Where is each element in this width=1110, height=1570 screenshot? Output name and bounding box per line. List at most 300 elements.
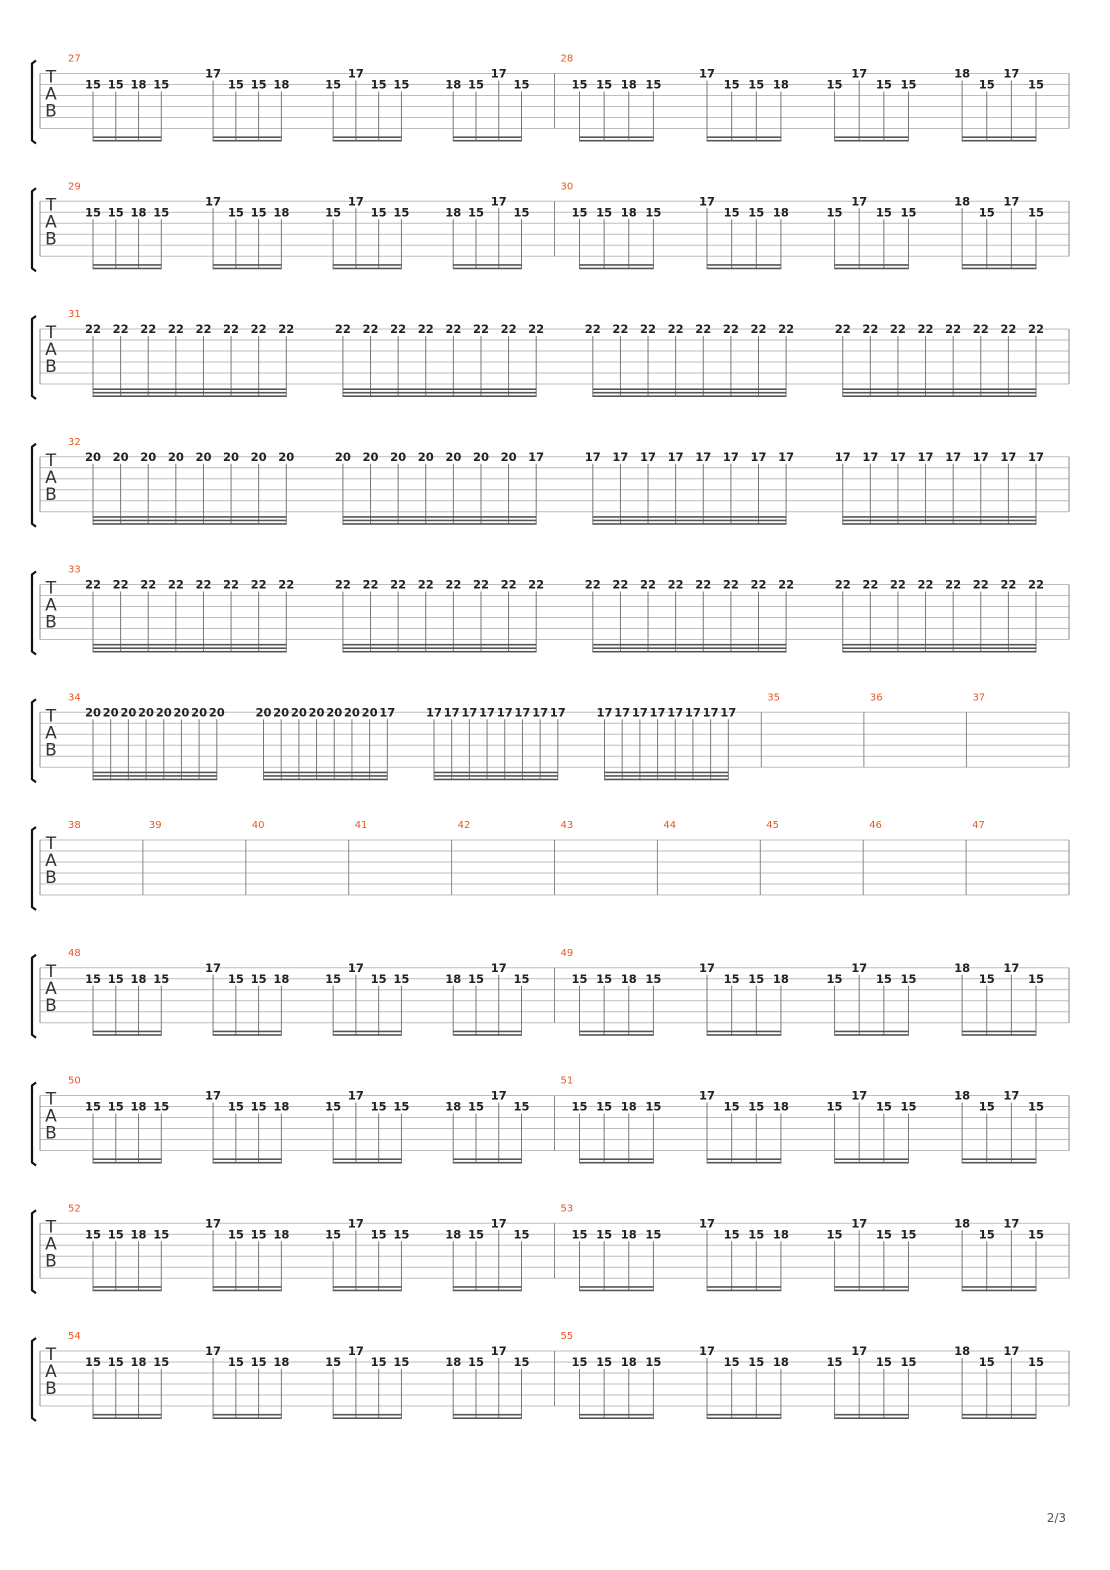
fret-number: 15 xyxy=(393,1355,410,1369)
fret-number: 22 xyxy=(500,322,517,336)
fret-number: 15 xyxy=(227,971,244,986)
tab-system xyxy=(32,309,1069,399)
fret-number: 17 xyxy=(514,705,531,720)
fret-number: 15 xyxy=(513,77,530,92)
beam xyxy=(453,1290,521,1292)
beam xyxy=(843,523,1036,525)
beam xyxy=(93,647,286,649)
fret-number: 22 xyxy=(167,577,184,592)
fret-number: 17 xyxy=(699,960,716,975)
fret-number: 22 xyxy=(917,577,934,592)
beam xyxy=(333,1031,401,1033)
fret-number: 15 xyxy=(645,1355,662,1369)
fret-number: 22 xyxy=(972,577,989,592)
measure-number: 27 xyxy=(68,53,81,65)
fret-number: 17 xyxy=(889,449,906,464)
measure-number: 30 xyxy=(560,181,574,193)
beam xyxy=(264,772,388,774)
beam xyxy=(93,264,161,266)
beam xyxy=(93,140,161,142)
beam xyxy=(580,268,654,270)
fret-number: 18 xyxy=(620,1099,637,1114)
fret-number: 15 xyxy=(875,1355,892,1369)
beam xyxy=(343,520,536,522)
fret-number: 15 xyxy=(978,1227,995,1242)
beam xyxy=(343,516,536,518)
beam xyxy=(213,1417,281,1419)
fret-number: 15 xyxy=(723,971,740,986)
fret-number: 22 xyxy=(722,577,739,592)
fret-number: 18 xyxy=(445,205,462,220)
beam xyxy=(707,1162,781,1164)
fret-number: 20 xyxy=(290,705,307,720)
fret-number: 15 xyxy=(826,971,843,986)
fret-number: 20 xyxy=(223,449,240,464)
fret-number: 22 xyxy=(778,322,795,336)
fret-number: 15 xyxy=(107,1355,124,1369)
beam xyxy=(707,264,781,266)
fret-number: 20 xyxy=(417,449,434,464)
fret-number: 22 xyxy=(250,577,267,592)
fret-number: 20 xyxy=(173,705,190,720)
tab-system xyxy=(32,948,1069,1038)
tab-system xyxy=(32,54,1069,144)
fret-number: 17 xyxy=(205,1216,222,1231)
tab-clef-letter: B xyxy=(45,484,57,505)
beam xyxy=(93,388,286,390)
tab-clef-letter: A xyxy=(45,978,57,999)
fret-number: 18 xyxy=(445,1099,462,1114)
fret-number: 22 xyxy=(750,577,767,592)
tab-clef-letter: B xyxy=(45,1251,57,1272)
fret-number: 15 xyxy=(153,1099,170,1114)
measure-number: 35 xyxy=(767,692,781,704)
beam xyxy=(453,1162,521,1164)
fret-number: 15 xyxy=(84,1099,102,1114)
fret-number: 17 xyxy=(490,66,507,81)
fret-number: 17 xyxy=(1003,1344,1020,1358)
fret-number: 15 xyxy=(900,1227,917,1242)
measure-number: 42 xyxy=(457,820,471,831)
beam xyxy=(962,268,1036,270)
fret-number: 20 xyxy=(191,705,208,720)
fret-number: 15 xyxy=(596,1227,613,1242)
fret-number: 15 xyxy=(467,205,484,220)
fret-number: 15 xyxy=(467,971,484,986)
fret-number: 15 xyxy=(370,1099,387,1114)
fret-number: 15 xyxy=(978,1355,995,1369)
beam xyxy=(843,644,1036,646)
fret-number: 18 xyxy=(130,1355,147,1369)
measure-number: 43 xyxy=(560,820,574,831)
fret-number: 15 xyxy=(875,1099,892,1114)
tab-clef-letter: B xyxy=(45,229,57,250)
beam xyxy=(213,268,281,270)
fret-number: 18 xyxy=(772,1227,789,1242)
beam xyxy=(93,136,161,138)
fret-number: 22 xyxy=(945,322,962,336)
fret-number: 18 xyxy=(954,1088,971,1103)
tab-clef-letter: A xyxy=(45,1106,57,1127)
fret-number: 18 xyxy=(273,1227,290,1242)
system-bracket xyxy=(32,955,36,1038)
fret-number: 15 xyxy=(325,1227,342,1242)
beam xyxy=(333,136,401,138)
fret-number: 15 xyxy=(84,971,102,986)
beam xyxy=(453,264,521,266)
fret-number: 15 xyxy=(596,205,613,220)
beam xyxy=(264,779,388,781)
fret-number: 17 xyxy=(1003,1088,1020,1103)
tab-clef-letter: T xyxy=(45,450,57,471)
beam xyxy=(707,136,781,138)
fret-number: 15 xyxy=(571,205,588,220)
fret-number: 20 xyxy=(138,705,155,720)
beam xyxy=(843,520,1036,522)
fret-number: 20 xyxy=(343,705,360,720)
fret-number: 20 xyxy=(102,705,119,720)
beam xyxy=(580,1031,654,1033)
fret-number: 18 xyxy=(954,66,971,81)
fret-number: 17 xyxy=(851,66,868,81)
fret-number: 18 xyxy=(954,1344,971,1358)
fret-number: 15 xyxy=(826,205,843,220)
beam xyxy=(835,1290,909,1292)
system-bracket xyxy=(32,699,36,782)
fret-number: 15 xyxy=(645,971,662,986)
tab-clef-letter: B xyxy=(45,357,57,377)
beam xyxy=(835,1034,909,1036)
fret-number: 20 xyxy=(278,449,295,464)
beam xyxy=(835,1158,909,1160)
fret-number: 15 xyxy=(325,1099,342,1114)
beam xyxy=(453,1286,521,1288)
beam xyxy=(453,140,521,142)
fret-number: 15 xyxy=(571,1099,588,1114)
tab-system xyxy=(32,1076,1069,1166)
fret-number: 15 xyxy=(900,1355,917,1369)
fret-number: 15 xyxy=(875,205,892,220)
fret-number: 17 xyxy=(205,194,222,209)
fret-number: 15 xyxy=(645,205,662,220)
beam xyxy=(580,1286,654,1288)
fret-number: 15 xyxy=(370,971,387,986)
beam xyxy=(93,772,217,774)
measure-number: 34 xyxy=(68,692,81,704)
beam xyxy=(453,1031,521,1033)
fret-number: 17 xyxy=(1003,1216,1020,1231)
beam xyxy=(580,1158,654,1160)
fret-number: 17 xyxy=(699,1088,716,1103)
fret-number: 20 xyxy=(390,449,407,464)
fret-number: 22 xyxy=(834,322,851,336)
fret-number: 17 xyxy=(490,194,507,209)
fret-number: 22 xyxy=(722,322,739,336)
fret-number: 15 xyxy=(513,971,530,986)
beam xyxy=(707,268,781,270)
beam xyxy=(93,523,286,525)
fret-number: 17 xyxy=(720,705,737,720)
fret-number: 17 xyxy=(347,1216,364,1231)
fret-number: 15 xyxy=(748,971,765,986)
tab-clef-letter: A xyxy=(45,1234,57,1255)
fret-number: 17 xyxy=(917,449,934,464)
fret-number: 15 xyxy=(250,1355,267,1369)
fret-number: 22 xyxy=(334,577,351,592)
fret-number: 18 xyxy=(273,1099,290,1114)
fret-number: 15 xyxy=(107,971,124,986)
fret-number: 15 xyxy=(467,77,484,92)
fret-number: 15 xyxy=(393,971,410,986)
beam xyxy=(213,140,281,142)
beam xyxy=(213,1034,281,1036)
fret-number: 20 xyxy=(208,705,225,720)
fret-number: 22 xyxy=(528,577,545,592)
fret-number: 15 xyxy=(826,1355,843,1369)
measure-number: 38 xyxy=(68,820,81,831)
fret-number: 22 xyxy=(862,322,879,336)
fret-number: 22 xyxy=(140,322,157,336)
fret-number: 22 xyxy=(695,577,712,592)
fret-number: 17 xyxy=(490,1216,507,1231)
beam xyxy=(835,140,909,142)
measure-number: 44 xyxy=(663,820,677,831)
system-bracket xyxy=(32,572,36,655)
beam xyxy=(213,1158,281,1160)
beam xyxy=(333,1034,401,1036)
fret-number: 17 xyxy=(778,449,795,464)
fret-number: 15 xyxy=(153,971,170,986)
fret-number: 15 xyxy=(393,77,410,92)
beam xyxy=(453,268,521,270)
beam xyxy=(593,395,786,397)
fret-number: 22 xyxy=(750,322,767,336)
beam xyxy=(213,264,281,266)
fret-number: 20 xyxy=(273,705,290,720)
beam xyxy=(962,1034,1036,1036)
measure-number: 54 xyxy=(68,1331,81,1342)
fret-number: 20 xyxy=(334,449,351,464)
fret-number: 17 xyxy=(490,1344,507,1358)
fret-number: 22 xyxy=(778,577,795,592)
tab-clef-letter: T xyxy=(45,706,57,727)
fret-number: 18 xyxy=(130,205,147,220)
measure-number: 55 xyxy=(560,1331,574,1342)
fret-number: 22 xyxy=(167,322,184,336)
fret-number: 15 xyxy=(748,1099,765,1114)
measure-number: 49 xyxy=(560,947,574,959)
beam xyxy=(843,647,1036,649)
tab-clef-letter: A xyxy=(45,467,57,488)
beam xyxy=(93,1290,161,1292)
fret-number: 22 xyxy=(584,322,601,336)
fret-number: 17 xyxy=(750,449,767,464)
fret-number: 17 xyxy=(205,1344,222,1358)
tab-clef-letter: B xyxy=(45,868,57,888)
beam xyxy=(843,651,1036,653)
fret-number: 15 xyxy=(596,971,613,986)
beam xyxy=(593,388,786,390)
fret-number: 22 xyxy=(1027,577,1045,592)
fret-number: 17 xyxy=(205,1088,222,1103)
fret-number: 22 xyxy=(472,577,489,592)
beam xyxy=(593,644,786,646)
measure-number: 29 xyxy=(68,181,81,193)
beam xyxy=(93,1031,161,1033)
beam xyxy=(580,1034,654,1036)
fret-number: 15 xyxy=(723,77,740,92)
beam xyxy=(93,1158,161,1160)
fret-number: 15 xyxy=(596,1099,613,1114)
fret-number: 15 xyxy=(467,1227,484,1242)
beam xyxy=(333,1417,401,1419)
fret-number: 17 xyxy=(699,66,716,81)
measure-number: 47 xyxy=(972,820,985,831)
fret-number: 18 xyxy=(620,1355,637,1369)
fret-number: 18 xyxy=(772,1099,789,1114)
fret-number: 18 xyxy=(620,205,637,220)
fret-number: 22 xyxy=(112,322,129,336)
fret-number: 15 xyxy=(227,77,244,92)
fret-number: 15 xyxy=(723,205,740,220)
fret-number: 18 xyxy=(445,1355,462,1369)
fret-number: 22 xyxy=(612,322,629,336)
beam xyxy=(264,775,388,777)
system-bracket xyxy=(32,1083,36,1166)
fret-number: 17 xyxy=(851,1216,868,1231)
fret-number: 20 xyxy=(84,449,102,464)
fret-number: 15 xyxy=(513,1355,530,1369)
system-bracket xyxy=(32,827,36,910)
beam xyxy=(453,1417,521,1419)
fret-number: 20 xyxy=(140,449,157,464)
fret-number: 18 xyxy=(273,971,290,986)
fret-number: 18 xyxy=(772,1355,789,1369)
beam xyxy=(707,1031,781,1033)
beam xyxy=(843,392,1036,394)
beam xyxy=(962,1414,1036,1416)
beam xyxy=(605,779,729,781)
fret-number: 15 xyxy=(250,1099,267,1114)
system-bracket xyxy=(32,1210,36,1293)
measure-number: 32 xyxy=(68,436,81,448)
fret-number: 17 xyxy=(379,705,396,720)
beam xyxy=(835,1414,909,1416)
beam xyxy=(93,392,286,394)
page-number: 2/3 xyxy=(1046,1511,1066,1525)
fret-number: 22 xyxy=(640,322,657,336)
fret-number: 15 xyxy=(748,1227,765,1242)
tab-clef-letter: T xyxy=(45,1217,57,1238)
beam xyxy=(343,647,536,649)
fret-number: 18 xyxy=(772,971,789,986)
fret-number: 15 xyxy=(513,1099,530,1114)
fret-number: 22 xyxy=(417,322,434,336)
measure-number: 46 xyxy=(869,820,882,831)
beam xyxy=(343,392,536,394)
fret-number: 22 xyxy=(528,322,545,336)
fret-number: 17 xyxy=(1003,960,1020,975)
tab-clef-letter: A xyxy=(45,212,57,233)
fret-number: 20 xyxy=(155,705,172,720)
beam xyxy=(605,772,729,774)
tab-clef-letter: B xyxy=(45,101,57,122)
fret-number: 15 xyxy=(826,1099,843,1114)
fret-number: 22 xyxy=(334,322,351,336)
fret-number: 15 xyxy=(748,205,765,220)
fret-number: 17 xyxy=(479,705,496,720)
fret-number: 15 xyxy=(571,971,588,986)
beam xyxy=(593,647,786,649)
fret-number: 15 xyxy=(1027,77,1045,92)
measure-number: 28 xyxy=(560,53,574,65)
tab-clef-letter: T xyxy=(45,961,57,982)
tab-clef-letter: A xyxy=(45,723,57,744)
fret-number: 15 xyxy=(227,1099,244,1114)
beam xyxy=(333,1162,401,1164)
fret-number: 18 xyxy=(954,960,971,975)
fret-number: 17 xyxy=(347,194,364,209)
fret-number: 17 xyxy=(1003,194,1020,209)
fret-number: 17 xyxy=(496,705,513,720)
fret-number: 17 xyxy=(972,449,989,464)
beam xyxy=(333,268,401,270)
beam xyxy=(213,1031,281,1033)
fret-number: 20 xyxy=(445,449,462,464)
beam xyxy=(333,264,401,266)
fret-number: 15 xyxy=(1027,205,1045,220)
fret-number: 18 xyxy=(273,205,290,220)
fret-number: 22 xyxy=(889,577,906,592)
beam xyxy=(93,1162,161,1164)
fret-number: 22 xyxy=(695,322,712,336)
fret-number: 15 xyxy=(393,1099,410,1114)
fret-number: 17 xyxy=(347,960,364,975)
fret-number: 22 xyxy=(667,577,684,592)
fret-number: 15 xyxy=(250,205,267,220)
measure-number: 53 xyxy=(560,1203,574,1215)
tab-clef-letter: T xyxy=(45,323,57,343)
fret-number: 17 xyxy=(1003,66,1020,81)
tab-system xyxy=(32,1331,1069,1421)
fret-number: 22 xyxy=(945,577,962,592)
fret-number: 18 xyxy=(445,971,462,986)
fret-number: 22 xyxy=(195,322,212,336)
tab-system xyxy=(32,181,1069,271)
beam xyxy=(593,392,786,394)
system-bracket xyxy=(32,444,36,527)
fret-number: 15 xyxy=(227,1227,244,1242)
tab-clef-letter: B xyxy=(45,612,57,633)
fret-number: 17 xyxy=(640,449,657,464)
fret-number: 17 xyxy=(490,1088,507,1103)
fret-number: 18 xyxy=(130,971,147,986)
beam xyxy=(453,1034,521,1036)
fret-number: 15 xyxy=(393,1227,410,1242)
fret-number: 17 xyxy=(695,449,712,464)
fret-number: 17 xyxy=(945,449,962,464)
fret-number: 15 xyxy=(875,971,892,986)
tab-clef-letter: T xyxy=(45,195,57,216)
beam xyxy=(962,1031,1036,1033)
fret-number: 15 xyxy=(325,77,342,92)
fret-number: 20 xyxy=(84,705,102,720)
measure-number: 52 xyxy=(68,1203,81,1215)
fret-number: 17 xyxy=(528,449,545,464)
fret-number: 18 xyxy=(445,1227,462,1242)
fret-number: 20 xyxy=(112,449,129,464)
beam xyxy=(93,516,286,518)
